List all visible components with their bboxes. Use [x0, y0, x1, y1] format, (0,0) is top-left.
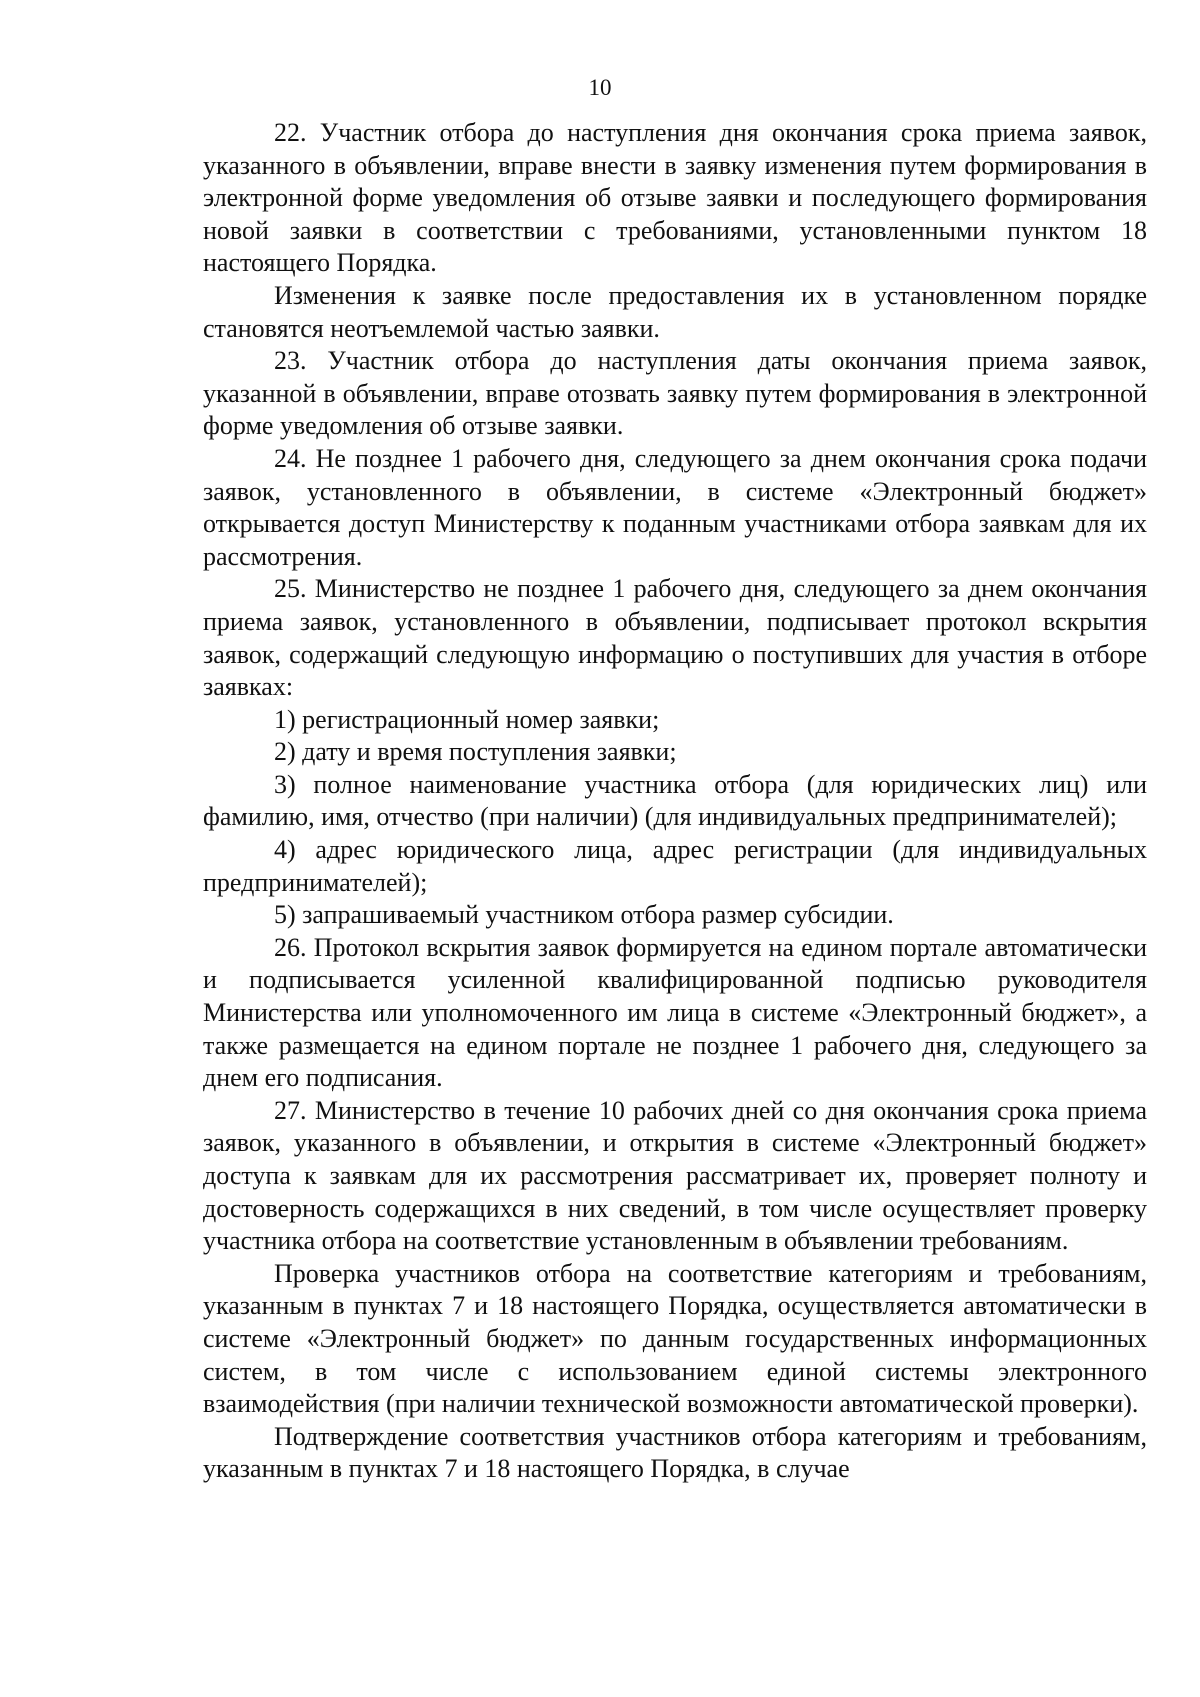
paragraph-24: 24. Не позднее 1 рабочего дня, следующего за днем окончания срока подачи заявок, установленного в объявлении, в системе «Электронный бюджет» открывается доступ Министерству к поданным участниками отбора заявкам для их рассмотрения.	[203, 443, 1147, 571]
paragraph-26: 26. Протокол вскрытия заявок формируется на едином портале автоматически и подписывается усиленной квалифицированной подписью руководителя Министерства или уполномоченного им лица в системе «Электронный бюджет», а также размещается на едином портале не позднее 1 рабочего дня, следующего за днем его подписания.	[203, 932, 1147, 1093]
list-item-4: 4) адрес юридического лица, адрес регистрации (для индивидуальных предпринимателей);	[203, 835, 1147, 897]
list-item-5: 5) запрашиваемый участником отбора размер субсидии.	[274, 900, 894, 930]
paragraph-23: 23. Участник отбора до наступления даты окончания приема заявок, указанной в объявлении, вправе отозвать заявку путем формирования в электронной форме уведомления об отзыве заявки.	[203, 346, 1147, 441]
paragraph-27: 27. Министерство в течение 10 рабочих дней со дня окончания срока приема заявок, указанного в объявлении, и открытия в системе «Электронный бюджет» доступа к заявкам для их рассмотрения рассматривает их, проверяет полноту и достоверность содержащихся в них сведений, в том числе осуществляет проверку участника отбора на соответствие установленным в объявлении требованиям.	[203, 1095, 1147, 1256]
document-body	[203, 117, 1147, 1486]
paragraph-22-amendments: Изменения к заявке после предоставления их в установленном порядке становятся неотъемлемой частью заявки.	[203, 280, 1147, 343]
list-item-2: 2) дату и время поступления заявки;	[274, 737, 677, 767]
page-number: 10	[588, 75, 612, 100]
list-item-1: 1) регистрационный номер заявки;	[274, 704, 660, 734]
list-item-3: 3) полное наименование участника отбора (для юридических лиц) или фамилию, имя, отчество (при наличии) (для индивидуальных предпринимателей);	[203, 769, 1147, 832]
paragraph-22: 22. Участник отбора до наступления дня окончания срока приема заявок, указанного в объявлении, вправе внести в заявку изменения путем формирования в электронной форме уведомления об отзыве заявки и последующего формирования новой заявки в соответствии с требованиями, установленными пунктом 18 настоящего Порядка.	[203, 118, 1147, 278]
paragraph-27-verification: Проверка участников отбора на соответствие категориям и требованиям, указанным в пунктах 7 и 18 настоящего Порядка, осуществляется автоматически в системе «Электронный бюджет» по данным государственных информационных систем, в том числе с использованием единой системы электронного взаимодействия (при наличии технической возможности автоматической проверки).	[203, 1258, 1147, 1419]
paragraph-27-confirmation: Подтверждение соответствия участников отбора категориям и требованиям, указанным в пунктах 7 и 18 настоящего Порядка, в случае	[203, 1421, 1147, 1484]
paragraph-25: 25. Министерство не позднее 1 рабочего дня, следующего за днем окончания приема заявок, установленного в объявлении, подписывает протокол вскрытия заявок, содержащий следующую информацию о поступивших для участия в отборе заявках:	[203, 574, 1147, 702]
